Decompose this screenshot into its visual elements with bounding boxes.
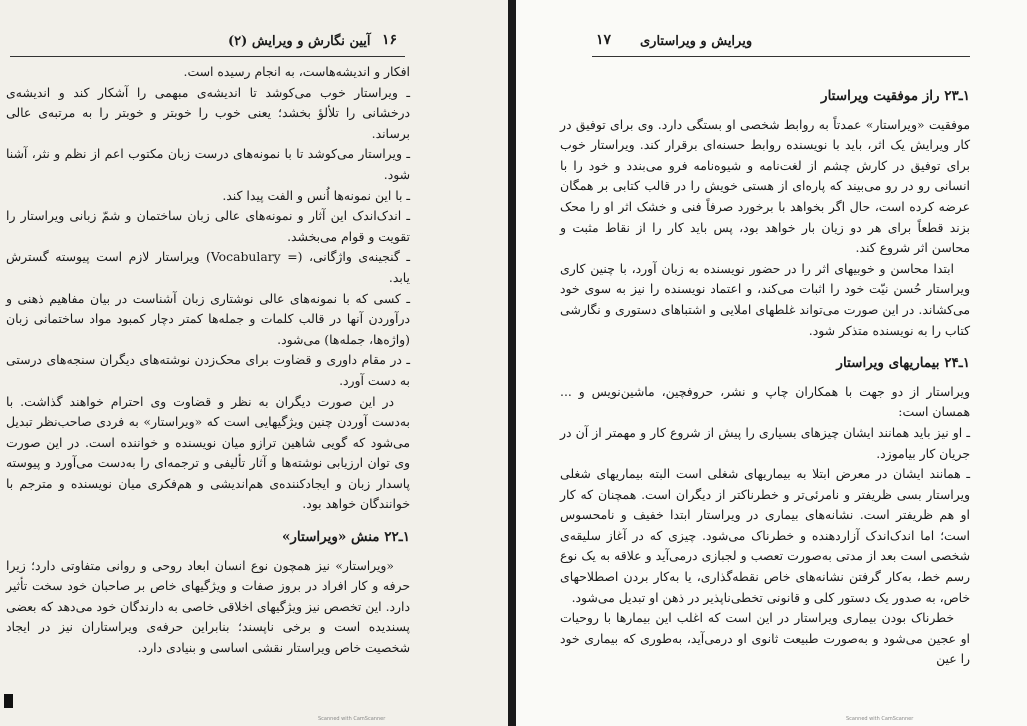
scan-footer-right: Scanned with CamScanner: [846, 716, 914, 722]
scan-footer-left: Scanned with CamScanner: [318, 716, 386, 722]
bullet-paragraph: ـ همانند ایشان در معرض ابتلا به بیماریهای شغلی است البته بیماریهای شغلی ویراستار بسی ظریفتر و نامرئی‌تر و خطرناکتر از دیگران است. همچنان که کار او هم ظریفتر است. نشانه‌های بیماری در ویراستار ابتدا خفیف و نامحسوس است؛ اما اندک‌اندک آزاردهنده و خطرناک می‌شود. چیزی که در آغاز سلیقه‌ی شخصی است بعد از مدتی به‌صورت تعصب و لجبازی درمی‌آید و علاقه به یک نوع رسم خط، به‌کار گرفتن نشانه‌های خاص نقطه‌گذاری، یا به‌کار بردن اصطلاحهای خاص، به صدور یک دستور کلی و قانونی تخطی‌ناپذیر در ذهن او تبدیل می‌شود.: [560, 466, 970, 605]
bullet-paragraph: ـ اندک‌اندک این آثار و نمونه‌های عالی زبان ساختمان و شمّ زبانی ویراستار را تقویت و قوام می‌بخشد.: [6, 208, 410, 244]
paragraph: ویراستار از دو جهت با همکاران چاپ و نشر، حروفچین، ماشین‌نویس و ... همسان است:: [560, 383, 970, 420]
paragraph: افکار و اندیشه‌هاست، به انجام رسیده است.: [183, 64, 410, 79]
right-running-header: ویرایش و ویراستاری: [640, 34, 753, 49]
paragraph: ابتدا محاسن و خوبیهای اثر را در حضور نویسنده به زبان آورد، با چنین کاری ویراستار حُسن نیّت خود را اثبات می‌کند، و اعتماد نویسنده را نیز به سوی خود می‌کشاند. در این صورت می‌تواند غلطهای املایی و اشتباهای دستوری و نگارشی کتاب را به نویسنده متذکر شود.: [560, 260, 970, 338]
section-title-22: ۱ـ۲۲ منش «ویراستار»: [281, 529, 410, 546]
paragraph: موفقیت «ویراستار» عمدتاً به روابط شخصی او بستگی دارد. وی برای توفیق در کار ویرایش یک اثر، باید با نویسنده روابط حسنه‌ای برقرار کند. ویراستار خوب برای توفیق در کارش چشم از لغت‌نامه و شیوه‌نامه فرو می‌بندد و خود را با انسانی رو در رو می‌بیند که پاره‌ای از هستی خویش را در قالب کتابی بر همگان عرضه کرده است، حال اگر بخواهد با برخورد صرفاً فنی و خشک اثر او را محک بزند قطعاً برای هر دو زیان بار خواهد بود، پس باید کار را از نقاط مثبت و محاسن اثر شروع کند.: [560, 116, 970, 256]
page-gutter: [508, 0, 516, 726]
scan-corner-mark: [4, 694, 13, 708]
left-body: [6, 62, 410, 659]
left-page-number: ۱۶: [382, 32, 398, 48]
right-body: [560, 86, 970, 670]
section-title-23: ۱ـ۲۳ راز موفقیت ویراستار: [821, 88, 970, 104]
bullet-paragraph: ـ با این نمونه‌ها اُنس و الفت پیدا کند.: [222, 187, 410, 203]
paragraph: در این صورت دیگران به نظر و قضاوت وی احترام خواهند گذاشت. با به‌دست آوردن چنین ویژگیهایی است که «ویراستار» به فردی صاحب‌نظر تبدیل می‌شود که گویی شاهین ترازو میان نویسنده و خواننده است. در این صورت وی توان ارزیابی نوشته‌ها و آثار تألیفی و ترجمه‌ای را به‌دست می‌آورد و پیوسته پاسدار زبان و ایجادکننده‌ی هم‌اندیشی و هم‌فکری میان نویسنده و مترجم با خوانندگان خواهد بود.: [6, 393, 410, 512]
bullet-paragraph: ـ ویراستار می‌کوشد تا با نمونه‌های درست زبان مکتوب اعم از نظم و نثر، آشنا شود.: [6, 146, 410, 182]
bullet-paragraph: ـ گنجینه‌ی واژگانی، (= Vocabulary) ویراستار لازم است پیوسته گسترش یابد.: [6, 249, 410, 285]
left-header-rule: [10, 56, 405, 57]
left-page: [0, 0, 508, 726]
section-title-24: ۱ـ۲۴ بیماریهای ویراستار: [836, 355, 970, 372]
bullet-paragraph: ـ در مقام داوری و قضاوت برای محک‌زدن نوشته‌های دیگران سنجه‌های درستی به دست آورد.: [6, 352, 410, 388]
right-page-number: ۱۷: [596, 32, 612, 48]
paragraph: خطرناک بودن بیماری ویراستار در این است که اغلب این بیمارها با روحیات او عجین می‌شود و به‌صورت طبیعت ثانوی او درمی‌آید، به‌طوری که بیماری خود را عین: [560, 610, 970, 667]
right-page: [516, 0, 1027, 726]
bullet-paragraph: ـ او نیز باید همانند ایشان چیزهای بسیاری را پیش از شروع کار و مهمتر از آن در جریان کار بیاموزد.: [560, 424, 970, 461]
right-header-rule: [592, 56, 970, 57]
paragraph: «ویراستار» نیز همچون نوع انسان ابعاد روحی و روانی متفاوتی دارد؛ زیرا حرفه و کار افراد در بروز صفات و ویژگیهای خاص بر صاحبان خود سخت تأثیر دارد. این تخصص نیز ویژگیهای اخلاقی خاصی به دارندگان خود می‌دهد که بعضی پسندیده است و برخی ناپسند؛ بنابراین حرفه‌ی ویراستاران نیز در ایجاد شخصیت خاص ویراستار نقشی اساسی و بنیادی دارد.: [6, 557, 410, 656]
bullet-paragraph: ـ ویراستار خوب می‌کوشد تا اندیشه‌ی مبهمی را آشکار کند و اندیشه‌ی درخشانی را تلألؤ بخشد؛ یعنی خوب را خوبتر و خوبتر را به مرتبه‌ی عالی برساند.: [6, 84, 410, 141]
left-running-header: آیین نگارش و ویرایش (۲): [228, 34, 371, 49]
bullet-paragraph: ـ کسی که با نمونه‌های عالی نوشتاری زبان آشناست در بیان مفاهیم ذهنی و درآوردن آنها در قالب کلمات و جمله‌ها کمتر دچار کمبود مواد ساختمانی زبان (واژه‌ها، جمله‌ها) می‌شود.: [6, 290, 410, 347]
